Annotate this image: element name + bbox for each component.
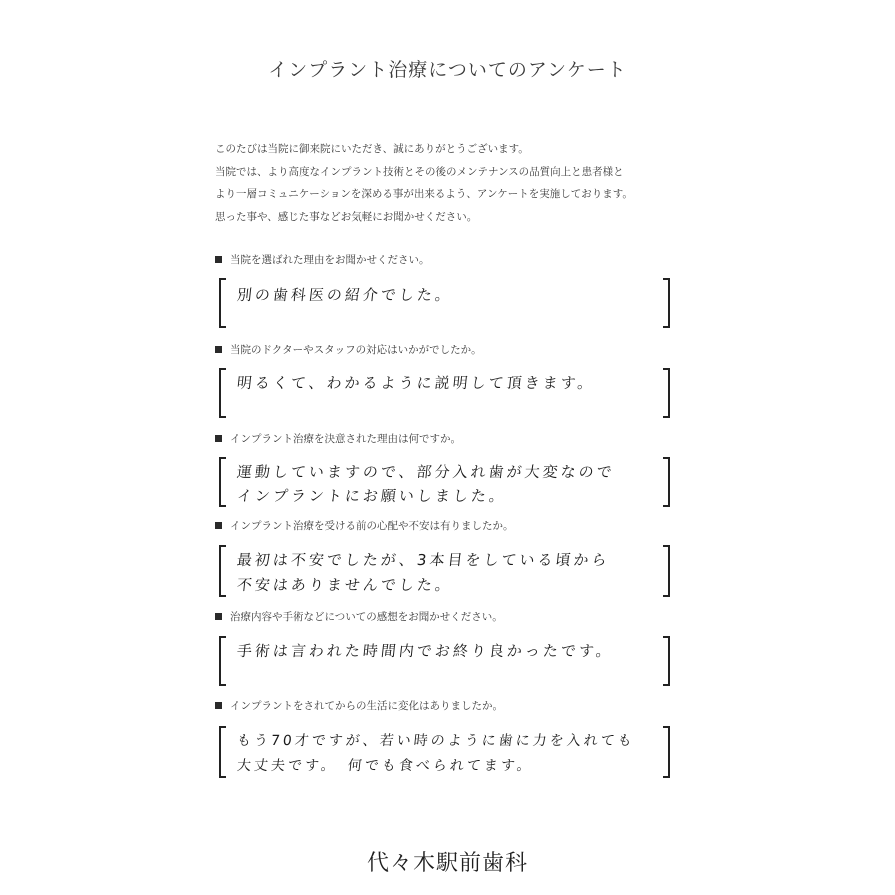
right-bracket-icon: [663, 368, 670, 418]
left-bracket-icon: [219, 368, 226, 418]
answer-box-1: [219, 278, 670, 328]
handwritten-answer: もう70才ですが、若い時のように歯に力を入れても: [236, 733, 636, 749]
square-bullet-icon: [215, 522, 222, 529]
left-bracket-icon: [219, 636, 226, 686]
handwritten-answer: 大丈夫です。 何でも食べられてます。: [236, 758, 535, 774]
question-text: インプラント治療を受ける前の心配や不安は有りましたか。: [230, 520, 514, 532]
right-bracket-icon: [663, 457, 670, 507]
intro-line: 当院では、より高度なインプラント技術とその後のメンテナンスの品質向上と患者様と: [215, 165, 624, 178]
answer-box-2: [219, 368, 670, 418]
square-bullet-icon: [215, 435, 222, 442]
left-bracket-icon: [219, 545, 226, 597]
question-6: [215, 698, 503, 713]
handwritten-answer: インプラントにお願いしました。: [236, 487, 508, 505]
handwritten-answer: 不安はありませんでした。: [236, 576, 454, 594]
question-1: [215, 252, 430, 267]
intro-line: 思った事や、感じた事などお気軽にお聞かせください。: [215, 210, 478, 223]
left-bracket-icon: [219, 278, 226, 328]
square-bullet-icon: [215, 613, 222, 620]
question-text: インプラント治療を決意された理由は何ですか。: [230, 433, 461, 445]
question-text: 当院を選ばれた理由をお聞かせください。: [230, 254, 430, 266]
left-bracket-icon: [219, 726, 226, 778]
left-bracket-icon: [219, 457, 226, 507]
intro-line: より一層コミュニケーションを深める事が出来るよう、アンケートを実施しております。: [215, 188, 633, 200]
square-bullet-icon: [215, 702, 222, 709]
handwritten-answer: 最初は不安でしたが、3本目をしている頃から: [236, 551, 611, 569]
intro-text: [215, 138, 715, 228]
answer-box-5: [219, 636, 670, 686]
handwritten-answer: 別の歯科医の紹介でした。: [236, 286, 454, 304]
right-bracket-icon: [663, 545, 670, 597]
question-text: インプラントをされてからの生活に変化はありましたか。: [230, 700, 503, 712]
square-bullet-icon: [215, 346, 222, 353]
survey-title: インプラント治療についてのアンケート: [268, 59, 627, 81]
right-bracket-icon: [663, 636, 670, 686]
square-bullet-icon: [215, 256, 222, 263]
question-text: 当院のドクターやスタッフの対応はいかがでしたか。: [230, 344, 482, 356]
answer-box-6: [219, 726, 670, 778]
handwritten-answer: 手術は言われた時間内でお終り良かったです。: [236, 642, 615, 660]
question-4: [215, 518, 514, 533]
intro-line: このたびは当院に御来院にいただき、誠にありがとうございます。: [215, 143, 529, 155]
right-bracket-icon: [663, 726, 670, 778]
answer-box-3: [219, 457, 670, 507]
clinic-name: 代々木駅前歯科: [366, 851, 528, 876]
right-bracket-icon: [663, 278, 670, 328]
answer-box-4: [219, 545, 670, 597]
question-5: [215, 609, 503, 624]
handwritten-answer: 明るくて、わかるように説明して頂きます。: [236, 374, 597, 392]
question-2: [215, 342, 482, 357]
handwritten-answer: 運動していますので、部分入れ歯が大変なので: [236, 463, 616, 481]
question-text: 治療内容や手術などについての感想をお聞かせください。: [230, 611, 503, 623]
question-3: [215, 431, 461, 446]
